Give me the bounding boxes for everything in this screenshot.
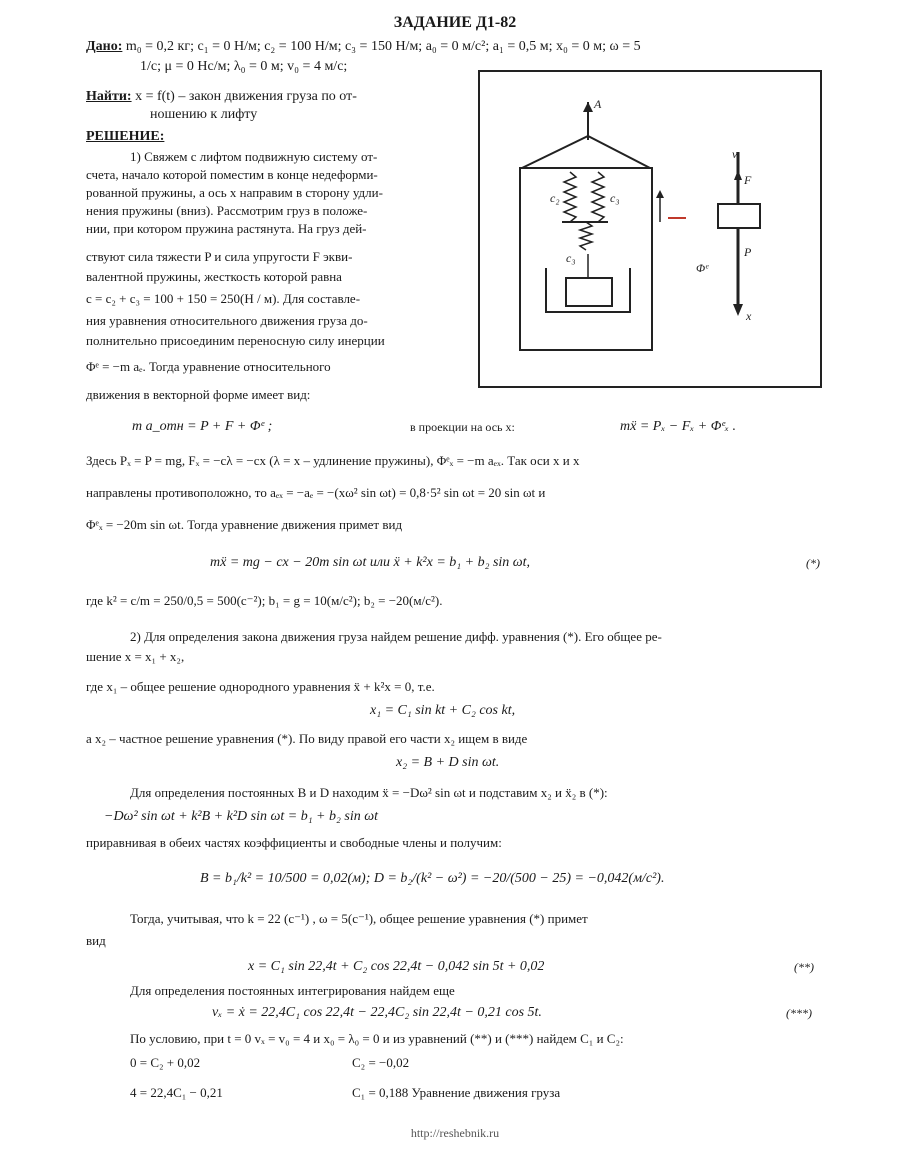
find-label: Найти: xyxy=(86,89,132,104)
solution-line: нения пружины (вниз). Рассмотрим груз в положе- xyxy=(86,203,368,218)
f-label: F xyxy=(744,173,752,187)
c-row-left: 4 = 22,4C₁ − 0,21 xyxy=(130,1085,223,1100)
fbd-block xyxy=(718,204,760,228)
c-row-left: 0 = C₂ + 0,02 xyxy=(130,1055,201,1070)
projection-text: в проекции на ось x: xyxy=(410,420,515,434)
solution-line: 1) Свяжем с лифтом подвижную систему от- xyxy=(130,149,378,164)
solution-line: c = c₂ + c₃ = 100 + 150 = 250(Н / м). Для составле- xyxy=(86,291,361,306)
solution-label: РЕШЕНИЕ: xyxy=(86,129,165,144)
footer-url[interactable]: http://reshebnik.ru xyxy=(410,1126,500,1140)
spring-lower xyxy=(580,222,592,250)
lift-cabin xyxy=(520,168,652,350)
b-d-equation: B = b₁/k² = 10/500 = 0,02(м); D = b₂/(k² − ω²) = −20/(500 − 25) = −0,042(м/с²). xyxy=(200,871,665,886)
body-line: направлены противоположно, то aₑₓ = −aₑ = −(xω² sin ωt) = 0,8·5² sin ωt = 20 sin ωt и xyxy=(86,485,546,500)
label-c3: c₃ xyxy=(610,191,620,205)
body-line: Φᵉₓ = −20m sin ωt. Тогда уравнение движения примет вид xyxy=(86,517,403,532)
x-axis-label: x xyxy=(746,309,752,323)
given-label: Дано: xyxy=(86,39,123,54)
find-line-2: ношению к лифту xyxy=(150,107,258,122)
constants-line: Для определения постоянных B и D находим ẍ = −Dω² sin ωt и подставим x₂ и ẍ₂ в (*): xyxy=(130,785,608,800)
label-c2: c₂ xyxy=(550,191,560,205)
v-label: v xyxy=(732,147,738,161)
x1-line: где x₁ – общее решение однородного уравнения ẍ + k²x = 0, т.е. xyxy=(86,679,435,694)
f-arrow-icon xyxy=(734,170,742,180)
x2-equation: x₂ = B + D sin ωt. xyxy=(396,755,500,770)
given-block xyxy=(86,38,641,56)
x1-equation: x₁ = C₁ sin kt + C₂ cos kt, xyxy=(370,703,516,718)
figure-drawing xyxy=(480,72,820,386)
motion-equation: mẍ = mg − cx − 20m sin ωt или ẍ + k²x = b₁ + b₂ sin ωt, xyxy=(210,555,531,570)
solution-line: валентной пружины, жесткость которой равна xyxy=(86,269,342,284)
roof-outline xyxy=(522,136,650,168)
c-row-right: C₂ = −0,02 xyxy=(352,1055,410,1070)
vector-equation: m a_отн = P + F + Φᵉ ; xyxy=(132,419,273,434)
solution-line: движения в векторной форме имеет вид: xyxy=(86,387,311,402)
projection-equation: mẍ = Pₓ − Fₓ + Φᵉₓ . xyxy=(620,419,737,434)
then-line-2: вид xyxy=(86,933,106,948)
load-block xyxy=(566,278,612,306)
solution-line: Φᵉ = −m aₑ. Тогда уравнение относительного xyxy=(86,359,331,374)
spring-c3 xyxy=(592,172,604,222)
solution-line: рованной пружины, а ось x направим в сторону удли- xyxy=(86,185,383,200)
label-c3-lower: c₃ xyxy=(566,251,576,265)
given-line-1: m₀ = 0,2 кг; c₁ = 0 Н/м; c₂ = 100 Н/м; c₃ = 150 Н/м; a₀ = 0 м/с²; a₁ = 0,5 м; x₀ = 0 м; ω = 5 xyxy=(125,39,641,54)
given-line-2: 1/с; μ = 0 Нс/м; λ₀ = 0 м; v₀ = 4 м/с; xyxy=(140,59,348,74)
x2-line: а x₂ – частное решение уравнения (*). По виду правой его части x₂ ищем в виде xyxy=(86,731,528,746)
where-line: где k² = c/m = 250/0,5 = 500(с⁻²); b₁ = g = 10(м/с²); b₂ = −20(м/с²). xyxy=(86,593,443,608)
then-line-1: Тогда, учитывая, что k = 22 (с⁻¹) , ω = 5(с⁻¹), общее решение уравнения (*) примет xyxy=(130,911,588,926)
page-title: ЗАДАНИЕ Д1-82 xyxy=(393,14,517,31)
find-block xyxy=(86,88,357,106)
x-axis-arrow-icon xyxy=(733,304,743,316)
general-solution: x = C₁ sin 22,4t + C₂ cos 22,4t − 0,042 sin 5t + 0,02 xyxy=(248,959,545,974)
eq-number-2: (**) xyxy=(794,960,814,974)
solution-line: ствуют сила тяжести P и сила упругости F экви- xyxy=(86,249,353,264)
derivative-line: Для определения постоянных интегрирования найдем еще xyxy=(130,983,455,998)
body-line: Здесь Pₓ = P = mg, Fₓ = −cλ = −cx (λ = x – удлинение пружины), Φᵉₓ = −m aₑₓ. Так оси x и x xyxy=(86,453,580,468)
solution-line: нии, при котором пружина растянута. На груз дей- xyxy=(86,221,367,236)
substitution-equation: −Dω² sin ωt + k²B + k²D sin ωt = b₁ + b₂ sin ωt xyxy=(104,809,378,824)
phi-label: Φᵉ xyxy=(696,261,709,275)
step2-line-2: шение x = x₁ + x₂, xyxy=(86,649,185,664)
solution-line: ния уравнения относительного движения груза до- xyxy=(86,313,368,328)
eq-number-3: (***) xyxy=(786,1006,812,1020)
spring-c2 xyxy=(564,172,576,222)
solution-line: полнительно присоединим переносную силу инерции xyxy=(86,333,385,348)
mechanism-figure xyxy=(478,70,822,388)
solution-line: счета, начало которой поместим в конце недеформи- xyxy=(86,167,378,182)
accel-arrow-icon xyxy=(656,190,664,198)
top-label: A xyxy=(594,97,602,111)
c-row-right: C₁ = 0,188 Уравнение движения груза xyxy=(352,1085,561,1100)
p-label: P xyxy=(744,245,752,259)
condition-line: По условию, при t = 0 vₓ = v₀ = 4 и x₀ = λ₀ = 0 и из уравнений (**) и (***) найдем C₁ и C₂: xyxy=(130,1031,624,1046)
find-line-1: x = f(t) – закон движения груза по от- xyxy=(135,89,357,104)
equate-line: приравнивая в обеих частях коэффициенты и свободные члены и получим: xyxy=(86,835,502,850)
derivative-equation: vₓ = ẋ = 22,4C₁ cos 22,4t − 22,4C₂ sin 22,4t − 0,21 cos 5t. xyxy=(212,1005,542,1020)
eq-number-1: (*) xyxy=(806,556,820,570)
cable-arrow-icon xyxy=(583,102,593,112)
step2-line-1: 2) Для определения закона движения груза найдем решение дифф. уравнения (*). Его общее ре- xyxy=(130,629,662,644)
